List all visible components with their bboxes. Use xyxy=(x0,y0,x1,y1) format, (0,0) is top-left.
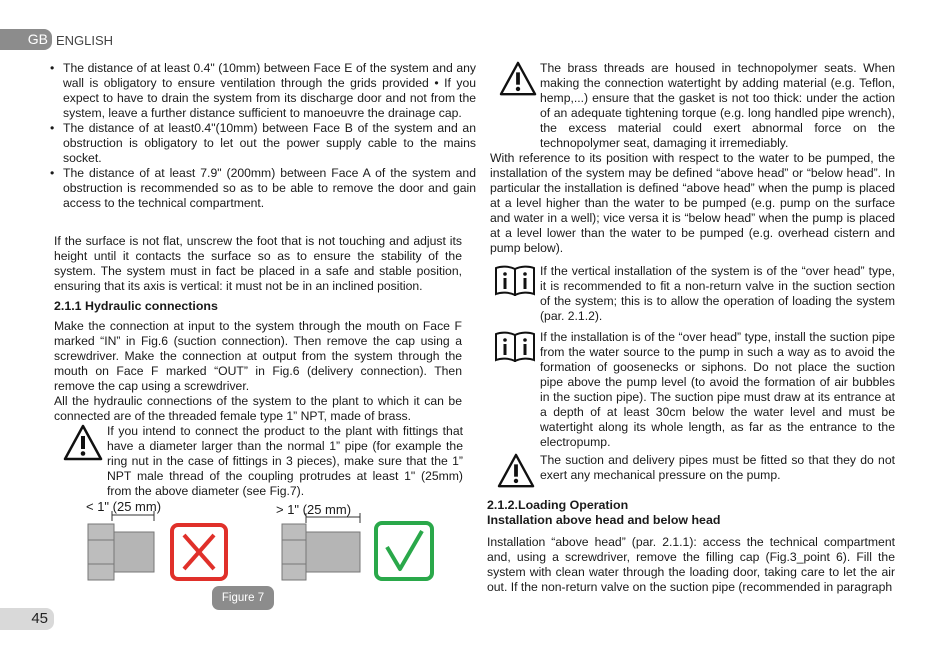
warning-icon xyxy=(499,61,537,97)
warning-text-fittings: If you intend to connect the product to the plant with fittings that have a diameter larger than the normal 1” pipe (for example the ring nut in the case of fittings in 3 pieces), make sure that the 1” NPT male thread of the coupling protrudes at least 1" (25mm) from the above diameter (see Fig.7). xyxy=(107,424,463,498)
fitting-long-drawing xyxy=(282,524,360,580)
language-name: ENGLISH xyxy=(56,33,114,48)
warning-text-pipes: The suction and delivery pipes must be fitted so that they do not exert any mechanical pressure on the pump. xyxy=(540,453,895,482)
paragraph-installation-position: With reference to its position with respect to the water to be pumped, the installation of the system may be defined “above head” or “below head”. In particular the installation is defined “above head” when the pump is placed at a level higher than the water to be pumped (e.g. pump on the surface and water in a well); vice versa it is “below head” when the pump is placed at a level lower than the water to be pumped (e.g. overhead cistern and pump below). xyxy=(490,151,895,255)
warning-note-fittings xyxy=(63,424,463,499)
warning-note-brass-threads xyxy=(499,61,895,151)
info-text-over-head: If the installation is of the “over head” type, install the suction pipe from the water source to the pump in such a way as to avoid the formation of goosenecks or siphons. Do not place the suction pipe above the pump level (to avoid the formation of air bubbles in the suction pipe). The suction pipe must draw at its entrance at a depth of at least 30cm below the water level and must be watertight along its whole length, as far as the entrance to the electropump. xyxy=(540,330,895,449)
clearance-bullet-list xyxy=(50,61,476,211)
warning-note-pipes xyxy=(497,453,895,483)
figure-caption: Figure 7 xyxy=(212,586,274,610)
warning-text-brass-threads: The brass threads are housed in technopolymer seats. When making the connection watertight by adding material (e.g. Teflon, hemp,...) ensure that the gasket is not too thick: under the action of an adequate tightening torque (e.g. long handled pipe wrench), the excess material could exert abnormal force on the technopolymer seat, damaging it irremediably. xyxy=(540,61,895,150)
bullet-face-e: • The distance of at least 0.4" (10mm) between Face E of the system and any wall is obligatory to ensure ventilation through the grids provided • If you expect to have to drain the system from its discharge door and not from the system, leave a further distance sufficient to manoeuvre the drainage cap. xyxy=(50,61,476,121)
info-text-vertical-install: If the vertical installation of the system is of the “over head” type, it is recommended to fit a non-return valve in the suction section of the system; this is to allow the operation of loading the system (par. 2.1.2). xyxy=(540,264,895,323)
right-body-position xyxy=(490,151,895,256)
page-number: 45 xyxy=(0,608,54,630)
left-body xyxy=(54,234,462,424)
correct-check-icon xyxy=(376,523,432,579)
dimension-label-less: < 1" (25 mm) xyxy=(86,499,162,514)
paragraph-threaded-connections: All the hydraulic connections of the system to the plant to which it can be connected are of the threaded female type 1” NPT, made of brass. xyxy=(54,394,462,423)
paragraph-make-connection: Make the connection at input to the system through the mouth on Face F marked “IN” in Fig.6 (suction connection). Then remove the cap using a screwdriver. Make the connection at output from the system through the mouth on Face F marked “OUT” in Fig.6 (delivery connection). Then remove the cap using a screwdriver. xyxy=(54,319,462,393)
figure-7 xyxy=(84,497,454,617)
book-info-icon xyxy=(494,330,536,362)
paragraph-flat-surface: If the surface is not flat, unscrew the foot that is not touching and adjust its height until it contacts the surface so as to ensure the stability of the system. The system must in fact be placed in a safe and stable position, ensuring that its axis is vertical: it must not be in an inclined position. xyxy=(54,234,462,293)
heading-hydraulic-connections: 2.1.1 Hydraulic connections xyxy=(54,299,218,313)
left-column xyxy=(50,61,476,211)
book-info-icon xyxy=(494,264,536,296)
bullet-face-a: • The distance of at least 7.9" (200mm) between Face A of the system and obstruction is recommended so as to be able to remove the door and gain access to the technical compartment. xyxy=(50,166,476,211)
warning-icon xyxy=(497,453,535,489)
bullet-face-b: • The distance of at least0.4"(10mm) between Face B of the system and an obstruction is obligatory to let out the power supply cable to the mains socket. xyxy=(50,121,476,166)
fitting-short-drawing xyxy=(88,524,154,580)
language-code-tab: GB xyxy=(0,29,52,50)
subheading-installation-above-below: Installation above head and below head xyxy=(487,513,721,527)
info-note-over-head xyxy=(494,330,895,450)
warning-icon xyxy=(63,424,103,462)
info-note-vertical-install xyxy=(494,264,895,324)
right-body-loading xyxy=(487,498,895,595)
incorrect-cross-icon xyxy=(172,525,226,579)
paragraph-loading-above-head: Installation “above head” (par. 2.1.1): access the technical compartment and, using a screwdriver, remove the filling cap (Fig.3_point 6). Fill the system with clean water through the loading door, taking care to let the air out. If the non-return valve on the suction pipe (recommended in paragraph xyxy=(487,535,895,594)
dimension-label-greater: > 1" (25 mm) xyxy=(276,502,352,517)
heading-loading-operation: 2.1.2.Loading Operation xyxy=(487,498,629,512)
